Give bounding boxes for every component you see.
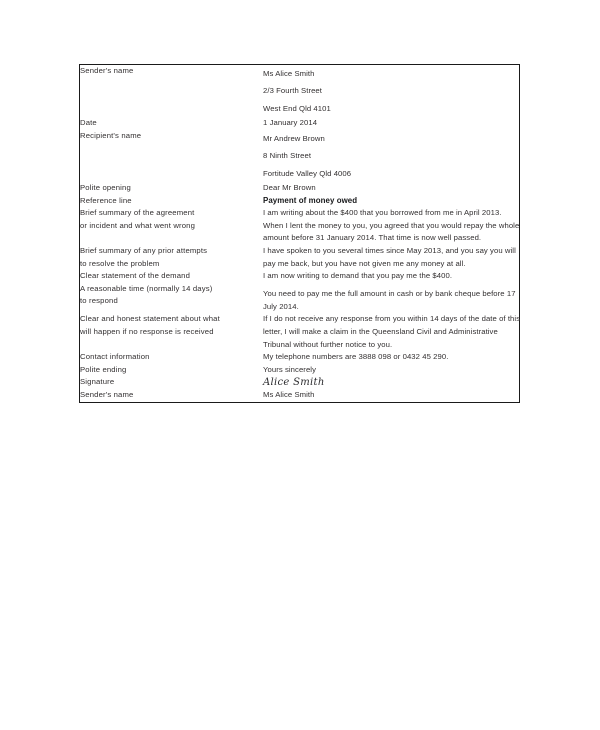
row-label-cell	[80, 389, 263, 402]
prior-attempts-paragraph	[263, 245, 521, 270]
row-content-cell	[263, 207, 521, 245]
label-date: Date	[80, 118, 97, 128]
row-content-cell	[263, 65, 521, 117]
table-row-polite-opening	[80, 182, 521, 195]
demand-paragraph-2: You need to pay me the full amount in cash or by bank cheque before 17 July 2014.	[263, 289, 516, 311]
row-label-cell	[80, 182, 263, 195]
label-prior-attempts	[80, 245, 263, 270]
prior-attempts-paragraph-text: I have spoken to you several times since May 2013, and you say you will pay me back, but you have not given me any money at all.	[263, 246, 516, 268]
table-row-senders-name-bottom	[80, 389, 521, 402]
row-content-cell	[263, 195, 521, 208]
sender-address-line-2: 2/3 Fourth Street	[263, 86, 322, 96]
label-polite-opening: Polite opening	[80, 183, 131, 193]
row-content-cell	[263, 117, 521, 130]
row-label-cell	[80, 207, 263, 245]
label-demand-line-2: A reasonable time (normally 14 days)	[80, 283, 213, 293]
table-row-consequence	[80, 313, 521, 351]
row-label-cell	[80, 195, 263, 208]
row-label-cell	[80, 130, 263, 182]
consequence-paragraph	[263, 313, 521, 351]
label-recipients-name: Recipient's name	[80, 130, 142, 140]
table-row-date	[80, 117, 521, 130]
label-demand-line-3: to respond	[80, 296, 118, 306]
contact-information-text: My telephone numbers are 3888 098 or 0432 45 290.	[263, 352, 449, 362]
letter-template-table	[79, 64, 520, 403]
table-row-reference-line	[80, 195, 521, 208]
row-label-cell	[80, 270, 263, 313]
sender-address-line-1: Ms Alice Smith	[263, 69, 315, 78]
row-content-cell	[263, 313, 521, 351]
row-label-cell	[80, 351, 263, 364]
row-label-cell	[80, 117, 263, 130]
label-contact-information: Contact information	[80, 352, 150, 362]
row-content-cell	[263, 364, 521, 377]
recipient-address-line-1: Mr Andrew Brown	[263, 133, 325, 143]
row-content-cell	[263, 351, 521, 364]
label-senders-name-bottom: Sender's name	[80, 390, 134, 400]
label-demand	[80, 270, 263, 308]
recipient-address-line-2: 8 Ninth Street	[263, 151, 312, 161]
label-polite-ending: Polite ending	[80, 364, 127, 374]
label-signature: Signature	[80, 377, 115, 387]
table-row-prior-attempts	[80, 245, 521, 270]
page-footer-watermark	[380, 668, 525, 676]
table-row-summary-agreement	[80, 207, 521, 245]
label-summary-agreement-line-1: Brief summary of the agreement	[80, 208, 195, 218]
sender-name-final: Ms Alice Smith	[263, 390, 315, 400]
recipient-address-line-3: Fortitude Valley Qld 4006	[263, 168, 352, 178]
letter-closing: Yours sincerely	[263, 364, 316, 374]
label-consequence-line-1: Clear and honest statement about what	[80, 314, 220, 324]
sender-address-line-3: West End Qld 4101	[263, 103, 331, 113]
summary-paragraph-text: I am writing about the $400 that you borrowed from me in April 2013. When I lent the money to you, you agreed that you would repay the whole amount before 31 January 2014. That time is now well passed.	[263, 208, 520, 243]
table-row-demand	[80, 270, 521, 313]
demand-paragraphs	[263, 270, 521, 313]
row-label-cell	[80, 364, 263, 377]
row-label-cell	[80, 245, 263, 270]
label-demand-line-1: Clear statement of the demand	[80, 271, 191, 281]
row-label-cell	[80, 65, 263, 117]
row-content-cell	[263, 130, 521, 182]
label-summary-agreement-line-2: or incident and what went wrong	[80, 220, 196, 230]
label-prior-attempts-line-2: to resolve the problem	[80, 258, 160, 268]
handwritten-signature: Alice Smith	[263, 377, 325, 389]
letter-date: 1 January 2014	[263, 118, 318, 128]
demand-paragraph-1: I am now writing to demand that you pay me the $400.	[263, 271, 453, 281]
row-label-cell	[80, 313, 263, 351]
consequence-paragraph-text: If I do not receive any response from you within 14 days of the date of this letter, I will make a claim in the Queensland Civil and Administrative Tribunal without further notice to you.	[263, 314, 521, 349]
label-senders-name: Sender's name	[80, 66, 134, 75]
label-summary-agreement	[80, 207, 263, 232]
row-content-cell	[263, 376, 521, 389]
letter-reference-heading: Payment of money owed	[263, 195, 358, 205]
summary-agreement-paragraph	[263, 207, 521, 245]
label-prior-attempts-line-1: Brief summary of any prior attempts	[80, 246, 208, 255]
row-content-cell	[263, 270, 521, 313]
row-content-cell	[263, 182, 521, 195]
row-content-cell	[263, 389, 521, 402]
table-row-polite-ending	[80, 364, 521, 377]
label-consequence	[80, 313, 263, 338]
letter-salutation: Dear Mr Brown	[263, 183, 316, 193]
table-row-recipients-name	[80, 130, 521, 182]
label-consequence-line-2: will happen if no response is received	[80, 327, 214, 337]
row-content-cell	[263, 245, 521, 270]
table-row-signature	[80, 376, 521, 389]
sender-address-block	[263, 65, 521, 117]
table-row-contact-information	[80, 351, 521, 364]
recipient-address-block	[263, 130, 521, 182]
row-label-cell	[80, 376, 263, 389]
table-row-senders-name	[80, 65, 521, 117]
label-reference-line: Reference line	[80, 195, 132, 205]
